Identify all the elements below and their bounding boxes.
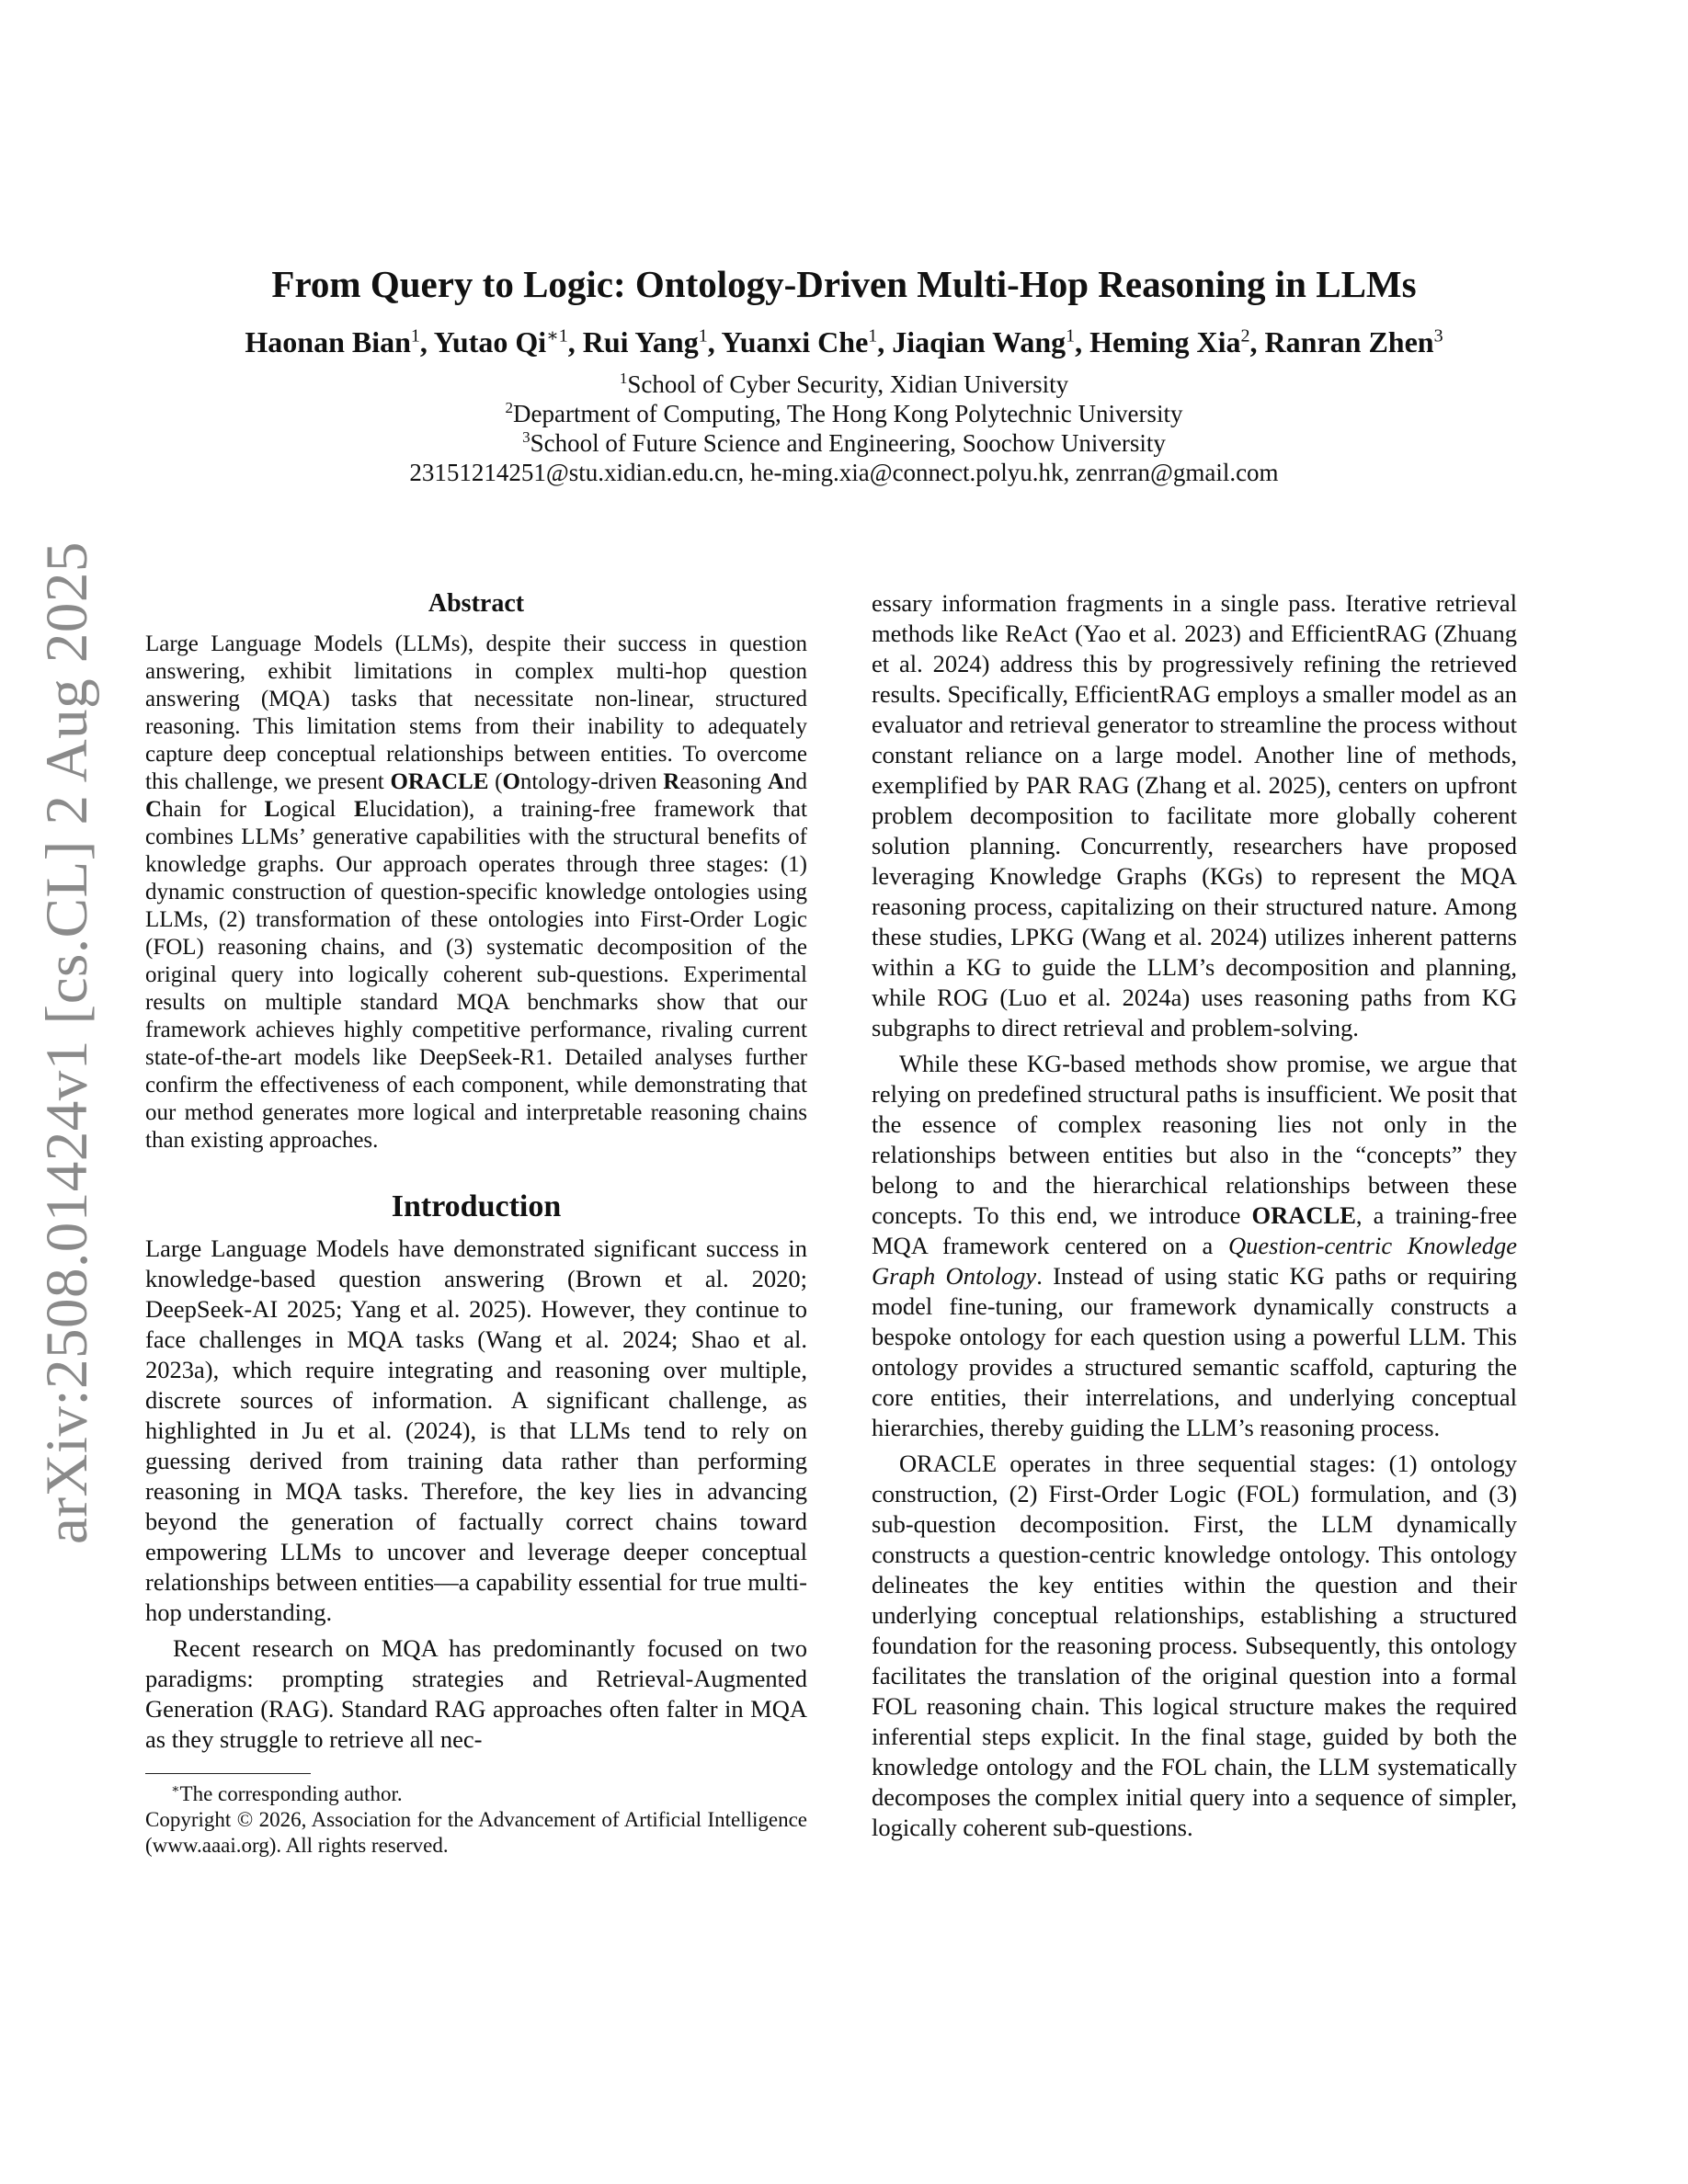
corresponding-author-footnote: ∗The corresponding author. — [171, 1782, 403, 1805]
author-name: Rui Yang — [582, 325, 699, 358]
author-affiliation-mark: 1 — [410, 325, 420, 347]
arxiv-identifier-stamp: arXiv:2508.01424v1 [cs.CL] 2 Aug 2025 — [34, 541, 100, 1544]
author-affiliation-mark: 1 — [868, 325, 878, 347]
affiliation: $^2$Department of Computing, The Hong Kong Polytechnic University — [505, 399, 1183, 427]
author-list: Haonan Bian$^1$, Yutao $Qi^{∗1}$, Rui Yang$^1$, Yuanxi Che$^1$, Jiaqian Wang$^1$, Heming Xia$^2$, Ranran Zhen$^3$ — [245, 325, 1443, 358]
intro-paragraph-2-start: Recent research on MQA has predominantly focused on two paradigms: prompting strategies and Retrieval-Augmented Generation (RAG). Standard RAG approaches often falter in MQA as they struggle to retrieve all nec- — [145, 1634, 807, 1753]
author-affiliation-mark: 3 — [1433, 325, 1443, 347]
footnote-divider — [145, 1773, 311, 1774]
copyright-notice: Copyright © 2026, Association for the Advancement of Artificial Intelligence (www.aaai.org). All rights reserved. — [145, 1808, 807, 1857]
author-emails: 23151214251@stu.xidian.edu.cn, he-ming.xia@connect.polyu.hk, zenrran@gmail.com — [409, 459, 1279, 486]
author-affiliation-mark: 2 — [1240, 325, 1250, 347]
author-name: Ranran Zhen — [1264, 325, 1434, 358]
author-name: Haonan Bian — [245, 325, 411, 358]
intro-paragraph-4: ORACLE operates in three sequential stages: (1) ontology construction, (2) First-Order Logic (FOL) formulation, and (3) sub-question decomposition. First, the LLM dynamically constructs a question-centric knowledge ontology. This ontology delineates the key entities within the question and their underlying conceptual relationships, establishing a structured foundation for the reasoning process. Subsequently, this ontology facilitates the translation of the original question into a formal FOL reasoning chain. This logical structure makes the required inferential steps explicit. In the final stage, guided by both the knowledge ontology and the FOL chain, the LLM systematically decomposes the complex initial query into a sequence of simpler, logically coherent sub-questions. — [872, 1450, 1517, 1841]
abstract-text: Large Language Models (LLMs), despite their success in question answering, exhibit limitations in complex multi-hop question answering (MQA) tasks that necessitate non-linear, structured reasoning. This limitation stems from their inability to adequately capture deep conceptual relationships between entities. To overcome this challenge, we present ORACLE (Ontology-driven Reasoning And Chain for Logical Elucidation), a training-free framework that combines LLMs’ generative capabilities with the structural benefits of knowledge graphs. Our approach operates through three stages: (1) dynamic construction of question-specific knowledge ontologies using LLMs, (2) transformation of these ontologies into First-Order Logic (FOL) reasoning chains, and (3) systematic decomposition of the original query into logically coherent sub-questions. Experimental results on multiple standard MQA benchmarks show that our framework achieves highly competitive performance, rivaling current state-of-the-art models like DeepSeek-R1. Detailed analyses further confirm the effectiveness of each component, while demonstrating that our method generates more logical and interpretable reasoning chains than existing approaches. — [145, 631, 807, 1153]
author-name: Heming Xia — [1089, 325, 1241, 358]
author-affiliation-mark: 1 — [698, 325, 708, 347]
left-column — [145, 588, 807, 1859]
affiliation: $^3$School of Future Science and Engineering, Soochow University — [522, 428, 1166, 457]
intro-paragraph-1: Large Language Models have demonstrated significant success in knowledge-based question answering (Brown et al. 2020; DeepSeek-AI 2025; Yang et al. 2025). However, they continue to face challenges in MQA tasks (Wang et al. 2024; Shao et al. 2023a), which require integrating and reasoning over multiple, discrete sources of information. A significant challenge, as highlighted in Ju et al. (2024), is that LLMs tend to rely on guessing derived from training data rather than performing reasoning in MQA tasks. Therefore, the key lies in advancing beyond the generation of factually correct chains toward empowering LLMs to uncover and leverage deeper conceptual relationships between entities—a capability essential for true multi-hop understanding. — [145, 1234, 807, 1626]
author-affiliation-mark: ∗1 — [546, 325, 568, 347]
affiliation-list — [0, 370, 1688, 487]
introduction-heading: Introduction — [391, 1189, 562, 1223]
author-name: Jiaqian Wang — [892, 325, 1066, 358]
paper-header — [0, 257, 1688, 487]
affiliation: $^1$School of Cyber Security, Xidian University — [619, 370, 1069, 398]
abstract-heading: Abstract — [428, 589, 525, 618]
author-name: Yuanxi Che — [721, 325, 869, 358]
intro-paragraph-2-continued: essary information fragments in a single pass. Iterative retrieval methods like ReAct (Yao et al. 2023) and EfficientRAG (Zhuang et al. 2024) address this by progressively refining the retrieved results. Specifically, EfficientRAG employs a smaller model as an evaluator and retrieval generator to streamline the process without constant reliance on a large model. Another line of methods, exemplified by PAR RAG (Zhang et al. 2025), centers on upfront problem decomposition to facilitate more globally coherent solution planning. Concurrently, researchers have proposed leveraging Knowledge Graphs (KGs) to represent the MQA reasoning process, capitalizing on their structured nature. Among these studies, LPKG (Wang et al. 2024) utilizes inherent patterns within a KG to guide the LLM’s decomposition and planning, while ROG (Luo et al. 2024a) uses reasoning paths from KG subgraphs to direct retrieval and problem-solving. — [872, 589, 1517, 1041]
intro-paragraph-3: While these KG-based methods show promise, we argue that relying on predefined structural paths is insufficient. We posit that the essence of complex reasoning lies not only in the relationships between entities but also in the “concepts” they belong to and the hierarchical relationships between these concepts. To this end, we introduce ORACLE, a training-free MQA framework centered on a Question-centric Knowledge Graph Ontology. Instead of using static KG paths or requiring model fine-tuning, our framework dynamically constructs a bespoke ontology for each question using a powerful LLM. This ontology provides a structured semantic scaffold, capturing the core entities, their interrelations, and underlying conceptual hierarchies, thereby guiding the LLM’s reasoning process. — [872, 1050, 1518, 1441]
paper-title: From Query to Logic: Ontology-Driven Multi-Hop Reasoning in LLMs — [271, 263, 1417, 305]
author-affiliation-mark: 1 — [1066, 325, 1076, 347]
right-column — [872, 588, 1517, 1843]
author-name: Yutao Qi — [433, 325, 547, 358]
